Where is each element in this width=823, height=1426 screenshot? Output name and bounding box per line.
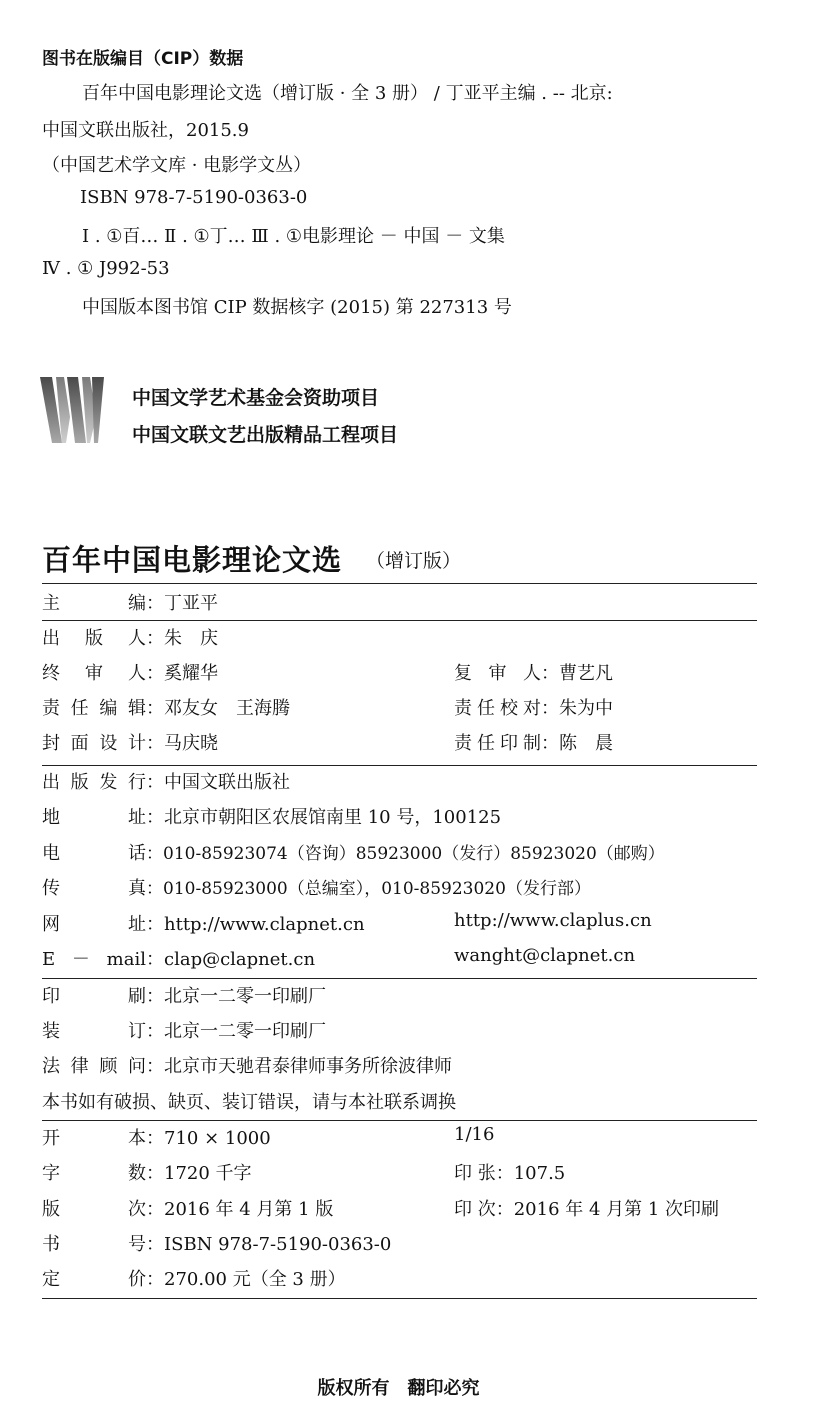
- divider: [42, 978, 757, 979]
- cip-heading: 图书在版编目（CIP）数据: [42, 49, 244, 69]
- dist-label: 传 真: [42, 878, 146, 899]
- funding-line-2: 中国文联文艺出版精品工程项目: [132, 424, 399, 446]
- print-printer: [42, 982, 757, 1014]
- spec-label: 版 次: [42, 1199, 146, 1220]
- spec-price: [42, 1265, 757, 1297]
- credit-value: ：陈 晨: [541, 733, 613, 754]
- print-legal: [42, 1052, 757, 1084]
- spec-label: 开 本: [42, 1128, 146, 1149]
- divider: [42, 1120, 757, 1121]
- book-title: 百年中国电影理论文选: [42, 543, 343, 577]
- print-label: 法律顾问: [42, 1056, 146, 1077]
- cip-series-line: （中国艺术学文库 · 电影学文丛）: [42, 155, 312, 176]
- spec-isbn: [42, 1230, 757, 1262]
- cip-classification-line-2: Ⅳ . ① J992-53: [42, 258, 170, 279]
- cip-classification-line: Ⅰ . ①百… Ⅱ . ①丁… Ⅲ . ①电影理论 － 中国 － 文集: [82, 226, 505, 247]
- credit-design: [42, 729, 757, 761]
- dist-label: 出版发行: [42, 772, 146, 793]
- print-value: ：北京一二零一印刷厂: [146, 1021, 326, 1042]
- print-label: 装 订: [42, 1021, 146, 1042]
- dist-value-secondary: wanght@clapnet.cn: [454, 945, 636, 966]
- dist-issuer: [42, 768, 757, 800]
- spec-value: ：710 × 1000: [146, 1128, 271, 1149]
- credit-label: 主 编: [42, 593, 146, 614]
- print-binder: [42, 1017, 757, 1049]
- credit-value: ：朱为中: [541, 698, 613, 719]
- divider: [42, 583, 757, 584]
- credit-editor: [42, 589, 757, 621]
- credit-editors: [42, 694, 757, 726]
- spec-edition: [42, 1195, 757, 1227]
- credit-label: 出 版 人: [42, 628, 146, 649]
- credit-value: ：曹艺凡: [541, 663, 613, 684]
- dist-value-secondary: http://www.claplus.cn: [454, 910, 652, 931]
- credit-label: 责任印制: [454, 733, 541, 754]
- divider: [42, 765, 757, 766]
- dist-value: ：010-85923000（总编室），010-85923020（发行部）: [146, 879, 591, 899]
- dist-email: [42, 945, 757, 977]
- print-value: ：北京一二零一印刷厂: [146, 986, 326, 1007]
- spec-label: 字 数: [42, 1163, 146, 1184]
- dist-website: [42, 910, 757, 942]
- print-notice-text: 本书如有破损、缺页、装订错误，请与本社联系调换: [42, 1092, 456, 1113]
- cip-data-number-line: 中国版本图书馆 CIP 数据核字 (2015) 第 227313 号: [82, 297, 512, 318]
- print-notice: [42, 1088, 757, 1120]
- print-label: 印 刷: [42, 986, 146, 1007]
- dist-phone: [42, 839, 757, 871]
- dist-value: ：北京市朝阳区农展馆南里 10 号，100125: [146, 807, 502, 828]
- dist-value: ：clap@clapnet.cn: [146, 949, 316, 970]
- dist-value: ：中国文联出版社: [146, 772, 290, 793]
- dist-label: E － mail: [42, 949, 146, 970]
- credit-label: 封面设计: [42, 733, 146, 754]
- spec-label: 书 号: [42, 1234, 146, 1255]
- dist-value: ：010-85923074（咨询）85923000（发行）85923020（邮购）: [146, 844, 665, 864]
- divider: [42, 1298, 757, 1299]
- credit-label: 责任编辑: [42, 698, 146, 719]
- credit-label: 复 审 人: [454, 663, 541, 684]
- dist-label: 地 址: [42, 807, 146, 828]
- dist-address: [42, 803, 757, 835]
- cip-publisher-line: 中国文联出版社，2015.9: [42, 120, 249, 141]
- spec-value-secondary: 印 张：107.5: [454, 1163, 566, 1184]
- credit-value: ：马庆晓: [146, 733, 218, 754]
- funding-line-1: 中国文学艺术基金会资助项目: [132, 387, 380, 409]
- credit-publisher: [42, 624, 757, 656]
- book-subtitle: （增订版）: [366, 550, 462, 572]
- credit-value: ：奚耀华: [146, 663, 218, 684]
- wenlian-w-logo-icon: [40, 377, 104, 443]
- spec-value: ：ISBN 978-7-5190-0363-0: [146, 1234, 392, 1255]
- cip-title-line: 百年中国电影理论文选（增订版 · 全 3 册） / 丁亚平主编 . -- 北京:: [82, 83, 613, 104]
- print-value: ：北京市天驰君泰律师事务所徐波律师: [146, 1056, 452, 1077]
- spec-label: 定 价: [42, 1269, 146, 1290]
- spec-value: ：270.00 元（全 3 册）: [146, 1269, 346, 1290]
- spec-words: [42, 1159, 757, 1191]
- dist-label: 网 址: [42, 914, 146, 935]
- divider: [42, 620, 757, 621]
- credit-value: ：朱 庆: [146, 628, 218, 649]
- spec-value: ：1720 千字: [146, 1163, 252, 1184]
- credit-reviewers: [42, 659, 757, 691]
- copyright-notice: 版权所有 翻印必究: [317, 1378, 480, 1399]
- spec-format: [42, 1124, 757, 1156]
- credit-value: ：丁亚平: [146, 593, 218, 614]
- credit-label: 责任校对: [454, 698, 541, 719]
- credit-label: 终 审 人: [42, 663, 146, 684]
- credit-value: ：邓友女 王海腾: [146, 698, 290, 719]
- dist-fax: [42, 874, 757, 906]
- spec-value: ：2016 年 4 月第 1 版: [146, 1199, 334, 1220]
- spec-value-secondary: 印 次：2016 年 4 月第 1 次印刷: [454, 1199, 720, 1220]
- spec-value-secondary: 1/16: [454, 1124, 495, 1145]
- cip-isbn-line: ISBN 978-7-5190-0363-0: [80, 187, 308, 208]
- dist-label: 电 话: [42, 843, 146, 864]
- dist-value: ：http://www.clapnet.cn: [146, 914, 365, 935]
